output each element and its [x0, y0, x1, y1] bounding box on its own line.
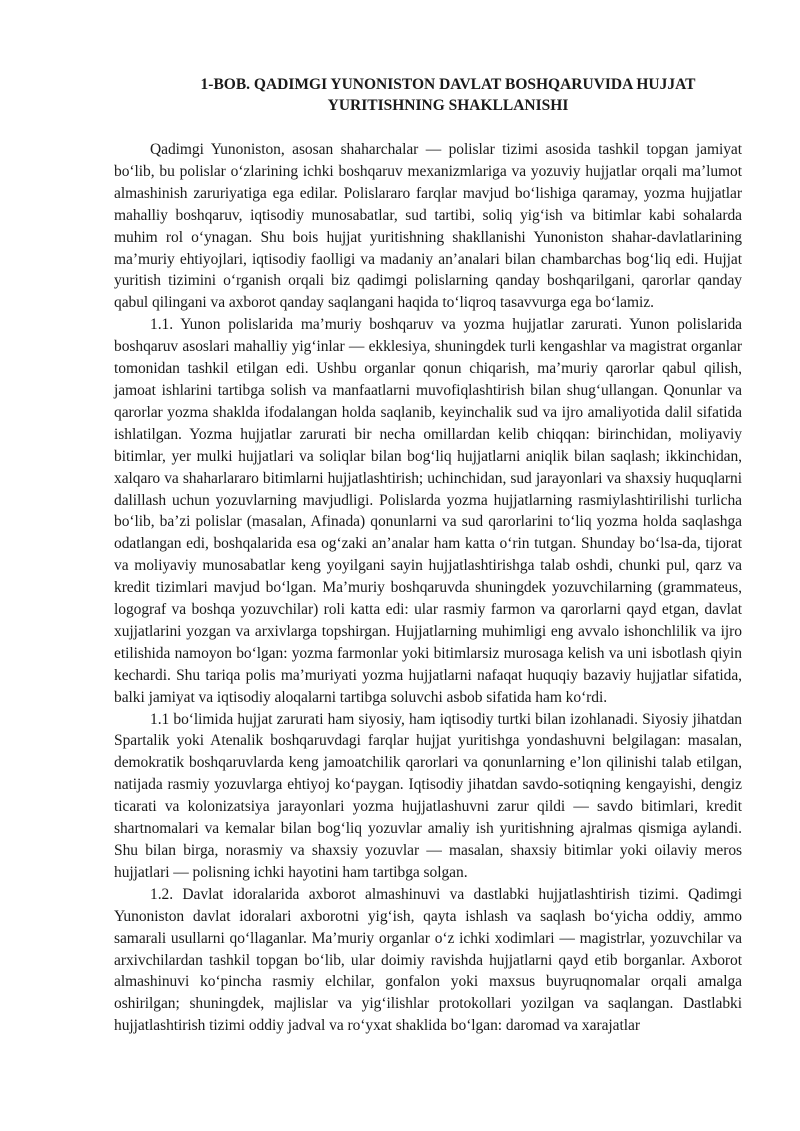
paragraph-section-1-1: 1.1. Yunon polislarida ma’muriy boshqaruv va yozma hujjatlar zarurati. Yunon polislarida boshqaruv asoslari mahalliy yig‘inlar — ekklesiya, shuningdek turli kengashlar va magistrat organlar tomonidan tashkil etilgan edi. Ushbu organlar qonun chiqarish, ma’muriy qarorlar qabul qilish, jamoat ishlarini tartibga solish va manfaatlarni muvofiqlashtirish bilan shug‘ullangan. Qonunlar va qarorlar yozma shaklda ifodalangan holda saqlanib, keyinchalik sud va ijro amaliyotida dalil sifatida ishlatilgan. Yozma hujjatlar zarurati bir necha omillardan kelib chiqqan: birinchidan, moliyaviy bitimlar, yer mulki hujjatlari va soliqlar bilan bog‘liq hujjatlarni aniqlik bilan saqlash; ikkinchidan, xalqaro va shaharlararo bitimlarni hujjatlashtirish; uchinchidan, sud jarayonlari va shaxsiy huquqlarni dalillash uchun yozuvlarning mavjudligi. Polislarda yozma hujjatlarning rasmiylashtirilishi turlicha bo‘lib, ba’zi polislar (masalan, Afinada) qonunlarni va sud qarorlarini to‘liq yozma holda saqlashga odatlangan edi, boshqalarida esa og‘zaki an’analar ham katta o‘rin tutgan. Shunday bo‘lsa-da, tijorat va moliyaviy munosabatlar keng yoyilgani sayin hujjatlashtirishga talab oshdi, chunki pul, qarz va kredit tizimlari mavjud bo‘lgan. Ma’muriy boshqaruvda shuningdek yozuvchilarning (grammateus, logograf va boshqa yozuvchilar) roli katta edi: ular rasmiy farmon va qarorlarni qayd etgan, davlat xujjatlarini yozgan va arxivlarga topshirgan. Hujjatlarning muhimligi eng avvalo ishonchlilik va ijro etilishida namoyon bo‘lgan: yozma farmonlar yoki bitimlarsiz murosaga kelish va uni isbotlash qiyin kechardi. Shu tariqa polis ma’muriyati yozma hujjatlarni nafaqat huquqiy bazaviy hujjatlar sifatida, balki jamiyat va iqtisodiy aloqalarni tartibga soluvchi asbob sifatida ham ko‘rdi.: [114, 316, 742, 706]
chapter-title-line-1: 1-BOB. QADIMGI YUNONISTON DAVLAT BOSHQARUVIDA HUJJAT: [200, 76, 696, 93]
paragraph-section-1-2: 1.2. Davlat idoralarida axborot almashinuvi va dastlabki hujjatlashtirish tizimi. Qadimgi Yunoniston davlat idoralari axborotni yig‘ish, qayta ishlash va saqlash bo‘yicha oddiy, ammo samarali usullarni qo‘llaganlar. Ma’muriy organlar o‘z ichki xodimlari — magistrlar, yozuvchilar va arxivchilardan tashkil topgan bo‘lib, ular doimiy ravishda hujjatlarni qayd etib borganlar. Axborot almashinuvi ko‘pincha rasmiy elchilar, gonfalon yoki maxsus buyruqnomalar orqali amalga oshirilgan; shuningdek, majlislar va yig‘ilishlar protokollari yozilgan va saqlangan. Dastlabki hujjatlashtirish tizimi oddiy jadval va ro‘yxat shaklida bo‘lgan: daromad va xarajatlar: [114, 885, 742, 1035]
chapter-title: [114, 74, 742, 116]
chapter-title-line-2: YURITISHNING SHAKLLANISHI: [327, 97, 569, 114]
paragraph-intro: Qadimgi Yunoniston, asosan shaharchalar — polislar tizimi asosida tashkil topgan jamiyat bo‘lib, bu polislar o‘zlarining ichki boshqaruv mexanizmlariga va yozuviy hujjatlar orqali ma’lumot almashinish zaruriyatiga ega edilar. Polislararo farqlar mavjud bo‘lishiga qaramay, yozma hujjatlar mahalliy boshqaruv, iqtisodiy munosabatlar, sud tartibi, soliq yig‘ish va bitimlar kabi sohalarda muhim rol o‘ynagan. Shu bois hujjat yuritishning shakllanishi Yunoniston shahar-davlatlarining ma’muriy ehtiyojlari, iqtisodiy faolligi va madaniy an’analari bilan chambarchas bog‘liq edi. Hujjat yuritish tizimini o‘rganish orqali biz qadimgi polislarning qanday boshqarilgani, qarorlar qanday qabul qilingani va axborot qanday saqlangani haqida to‘liqroq tasavvurga ega bo‘lamiz.: [114, 141, 742, 312]
paragraph-section-1-1-commentary: 1.1 bo‘limida hujjat zarurati ham siyosiy, ham iqtisodiy turtki bilan izohlanadi. Siyosiy jihatdan Spartalik yoki Atenalik boshqaruvdagi farqlar hujjat yuritishga yondashuvni belgilagan: masalan, demokratik boshqaruvlarda keng jamoatchilik qarorlari va qonunlarning e’lon qilinishi talab etilgan, natijada rasmiy yozuvlarga ehtiyoj ko‘paygan. Iqtisodiy jihatdan savdo-sotiqning kengayishi, dengiz ticarati va kolonizatsiya jarayonlari yozma hujjatlashuvni zarur qildi — savdo bitimlari, kredit shartnomalari va kemalar bilan bog‘liq yozuvlar amaliy ish yuritishning ajralmas qismiga aylandi. Shu bilan birga, norasmiy va shaxsiy yozuvlar — masalan, shaxsiy bitimlar yoki oilaviy meros hujjatlari — polisning ichki hayotini ham tartibga solgan.: [114, 710, 742, 881]
